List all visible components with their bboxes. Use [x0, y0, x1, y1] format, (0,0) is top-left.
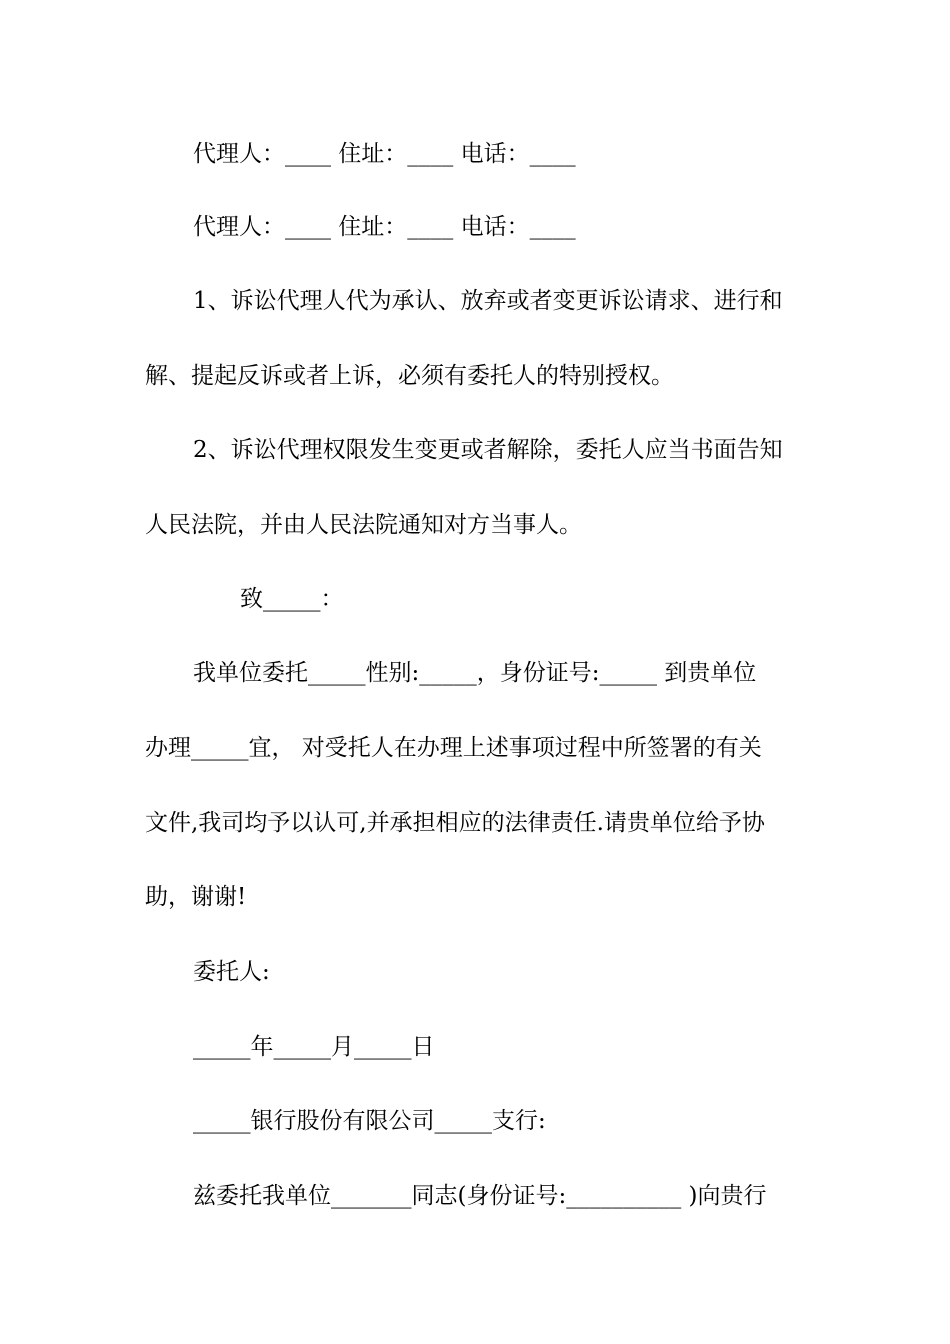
letter-line-3: 文件,我司均予以认可,并承担相应的法律责任.请贵单位给予协 — [145, 810, 765, 836]
letter-line-1: 我单位委托_____性别:_____，身份证号:_____ 到贵单位 — [193, 660, 757, 686]
clause-2-line-1: 2、诉讼代理权限发生变更或者解除，委托人应当书面告知 — [193, 437, 783, 463]
clause-1-line-2: 解、提起反诉或者上诉，必须有委托人的特别授权。 — [145, 363, 674, 389]
agent-line-1: 代理人：____ 住址：____ 电话：____ — [193, 141, 576, 167]
bank-address-line: _____银行股份有限公司_____支行: — [193, 1108, 546, 1134]
agent-line-2: 代理人：____ 住址：____ 电话：____ — [193, 214, 576, 240]
principal-line: 委托人: — [193, 959, 270, 985]
clause-1-line-1: 1、诉讼代理人代为承认、放弃或者变更诉讼请求、进行和 — [193, 288, 783, 314]
letter-line-2: 办理_____宜， 对受托人在办理上述事项过程中所签署的有关 — [145, 735, 762, 761]
bank-letter-line-1: 兹委托我单位_______同志(身份证号:__________ )向贵行 — [193, 1183, 767, 1209]
letter-line-4: 助，谢谢! — [145, 884, 247, 910]
date-line: _____年_____月_____日 — [193, 1034, 435, 1060]
clause-2-line-2: 人民法院，并由人民法院通知对方当事人。 — [145, 512, 582, 538]
addressee-line: 致_____： — [240, 586, 344, 612]
